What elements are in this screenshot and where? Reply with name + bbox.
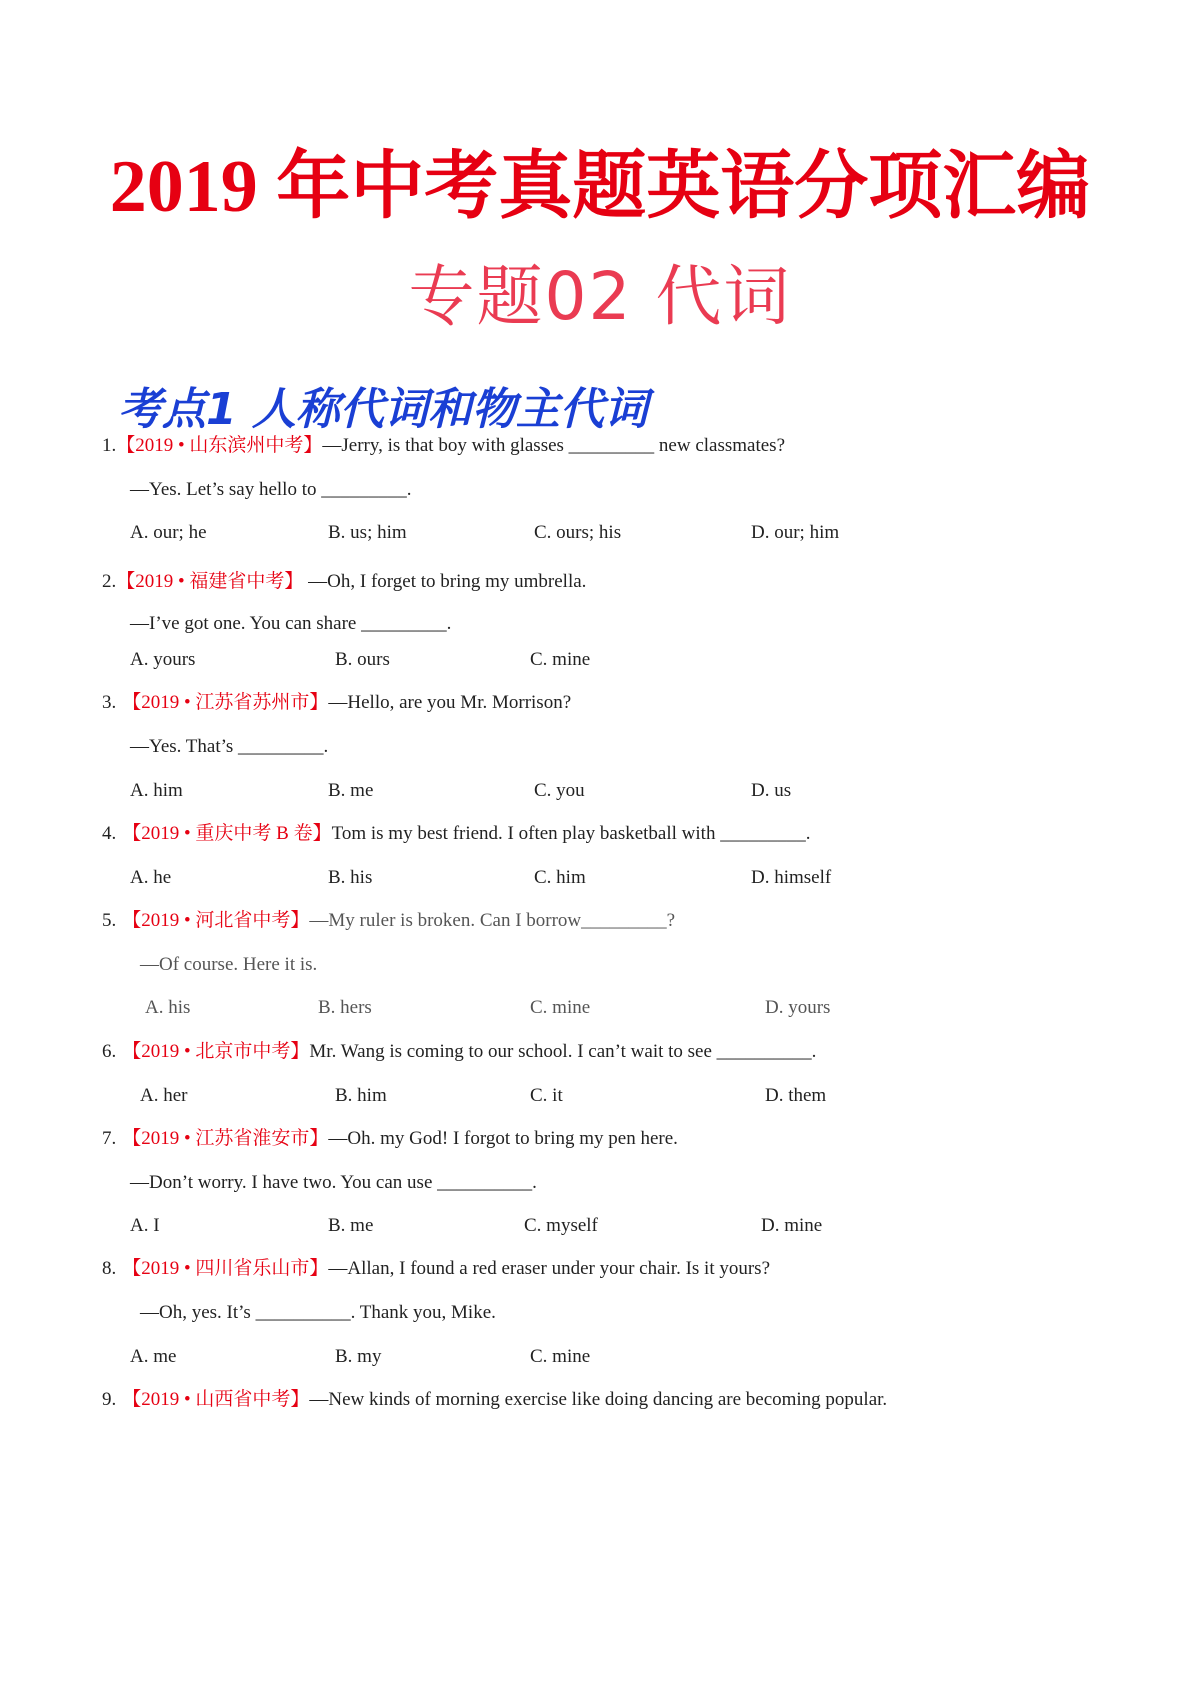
question-number: 2. bbox=[102, 571, 117, 592]
question-stem: —Hello, are you Mr. Morrison? bbox=[328, 692, 572, 713]
question-number: 8. bbox=[102, 1258, 117, 1279]
question-7-option-a: A. I bbox=[130, 1215, 160, 1236]
question-source-tag: 【2019 • 山东滨州中考】 bbox=[116, 435, 323, 456]
question-number: 9. bbox=[102, 1389, 117, 1410]
question-8-option-a: A. me bbox=[130, 1346, 177, 1367]
question-1-option-a: A. our; he bbox=[130, 522, 207, 543]
question-8-stem-line bbox=[102, 1259, 770, 1278]
question-source-tag: 【2019 • 重庆中考 B 卷】 bbox=[122, 823, 332, 844]
question-3-option-a: A. him bbox=[130, 780, 183, 801]
section-title: 考点1 人称代词和物主代词 bbox=[118, 384, 648, 435]
question-stem: —My ruler is broken. Can I borrow_________? bbox=[309, 910, 676, 931]
question-1-option-d: D. our; him bbox=[751, 522, 840, 543]
question-source-tag: 【2019 • 河北省中考】 bbox=[122, 910, 310, 931]
question-2-option-b: B. ours bbox=[335, 649, 390, 670]
question-4-stem-line bbox=[102, 824, 810, 843]
question-7-stem-line bbox=[102, 1129, 678, 1148]
question-number: 3. bbox=[102, 692, 117, 713]
question-number: 4. bbox=[102, 823, 117, 844]
question-stem: —New kinds of morning exercise like doing dancing are becoming popular. bbox=[309, 1389, 888, 1410]
question-9-stem-line bbox=[102, 1390, 887, 1409]
document-title: 2019 年中考真题英语分项汇编 bbox=[109, 146, 1091, 228]
question-3-line2: —Yes. That’s _________. bbox=[130, 736, 329, 757]
question-6-option-b: B. him bbox=[335, 1085, 387, 1106]
question-6-option-a: A. her bbox=[140, 1085, 188, 1106]
question-1-option-b: B. us; him bbox=[328, 522, 407, 543]
question-4-option-b: B. his bbox=[328, 867, 373, 888]
question-5-option-b: B. hers bbox=[318, 997, 372, 1018]
question-5-option-d: D. yours bbox=[765, 997, 831, 1018]
question-3-stem-line bbox=[102, 693, 571, 712]
question-1-option-c: C. ours; his bbox=[534, 522, 622, 543]
question-2-option-c: C. mine bbox=[530, 649, 591, 670]
question-stem: —Allan, I found a red eraser under your chair. Is it yours? bbox=[328, 1258, 771, 1279]
question-3-option-b: B. me bbox=[328, 780, 374, 801]
question-6-option-c: C. it bbox=[530, 1085, 563, 1106]
question-6-stem-line bbox=[102, 1042, 816, 1061]
question-1-stem-line bbox=[102, 436, 785, 455]
question-5-stem-line bbox=[102, 911, 675, 930]
question-4-option-d: D. himself bbox=[751, 867, 832, 888]
question-3-option-d: D. us bbox=[751, 780, 792, 801]
question-7-option-b: B. me bbox=[328, 1215, 374, 1236]
question-source-tag: 【2019 • 江苏省苏州市】 bbox=[122, 692, 329, 713]
question-2-line2: —I’ve got one. You can share _________. bbox=[130, 613, 452, 634]
question-2-option-a: A. yours bbox=[130, 649, 196, 670]
question-stem: —Oh, I forget to bring my umbrella. bbox=[303, 571, 587, 592]
question-number: 6. bbox=[102, 1041, 117, 1062]
question-stem: Tom is my best friend. I often play basketball with _________. bbox=[331, 823, 811, 844]
question-6-option-d: D. them bbox=[765, 1085, 827, 1106]
question-source-tag: 【2019 • 四川省乐山市】 bbox=[122, 1258, 329, 1279]
question-4-option-c: C. him bbox=[534, 867, 586, 888]
question-7-option-c: C. myself bbox=[524, 1215, 598, 1236]
question-8-option-b: B. my bbox=[335, 1346, 382, 1367]
question-2-stem-line bbox=[102, 572, 586, 591]
question-5-option-c: C. mine bbox=[530, 997, 591, 1018]
question-5-line2: —Of course. Here it is. bbox=[140, 954, 318, 975]
question-5-option-a: A. his bbox=[145, 997, 191, 1018]
question-stem: Mr. Wang is coming to our school. I can’t wait to see __________. bbox=[309, 1041, 817, 1062]
question-source-tag: 【2019 • 福建省中考】 bbox=[116, 571, 304, 592]
question-7-option-d: D. mine bbox=[761, 1215, 823, 1236]
question-number: 5. bbox=[102, 910, 117, 931]
document-subtitle: 专题02 代词 bbox=[408, 258, 792, 335]
question-3-option-c: C. you bbox=[534, 780, 585, 801]
question-8-line2: —Oh, yes. It’s __________. Thank you, Mike. bbox=[140, 1302, 496, 1323]
question-stem: —Oh. my God! I forgot to bring my pen here. bbox=[328, 1128, 678, 1149]
question-number: 1. bbox=[102, 435, 117, 456]
question-1-line2: —Yes. Let’s say hello to _________. bbox=[130, 479, 412, 500]
question-7-line2: —Don’t worry. I have two. You can use __________. bbox=[130, 1172, 537, 1193]
question-source-tag: 【2019 • 山西省中考】 bbox=[122, 1389, 310, 1410]
question-source-tag: 【2019 • 江苏省淮安市】 bbox=[122, 1128, 329, 1149]
question-source-tag: 【2019 • 北京市中考】 bbox=[122, 1041, 310, 1062]
question-number: 7. bbox=[102, 1128, 117, 1149]
question-stem: —Jerry, is that boy with glasses _________ new classmates? bbox=[322, 435, 786, 456]
question-8-option-c: C. mine bbox=[530, 1346, 591, 1367]
question-4-option-a: A. he bbox=[130, 867, 172, 888]
